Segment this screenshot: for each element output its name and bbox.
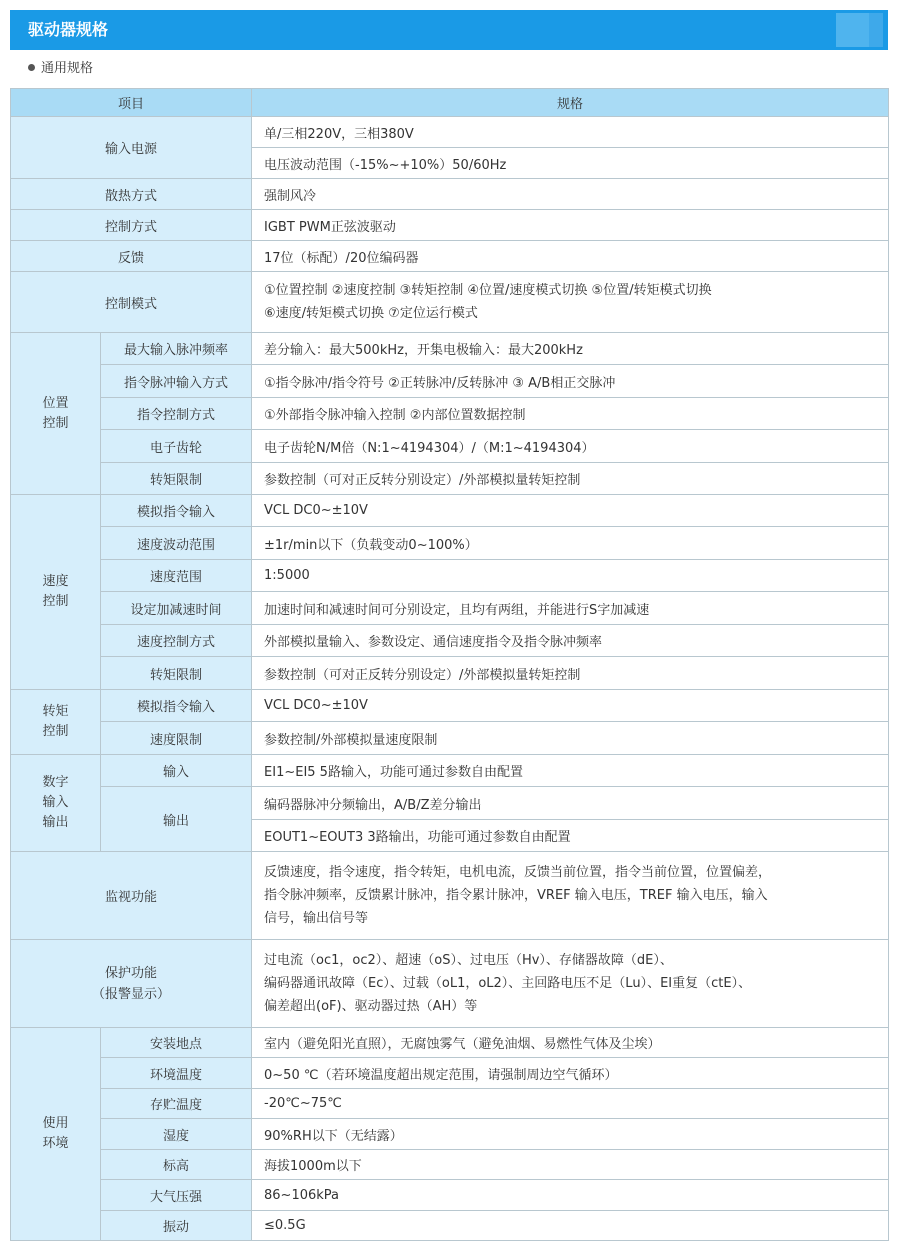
category-line: 转矩 [42, 704, 69, 719]
item-cooling: 散热方式 [11, 179, 252, 210]
item-label: 环境温度 [101, 1058, 252, 1089]
item-label: 指令脉冲输入方式 [101, 365, 252, 398]
category-line: 环境 [42, 1136, 69, 1151]
table-row [11, 463, 889, 495]
col-header-item: 项目 [11, 89, 252, 117]
item-label: 转矩限制 [101, 657, 252, 690]
subsection-title [28, 59, 93, 79]
subsection-label: 通用规格 [41, 61, 94, 76]
spec-value: 17位（标配）/20位编码器 [252, 241, 889, 272]
category-line: 输出 [42, 815, 69, 830]
spec-value: 电压波动范围（-15%~+10%）50/60Hz [252, 148, 889, 179]
table-row [11, 398, 889, 430]
table-row [11, 210, 889, 241]
table-row [11, 272, 889, 333]
section-header [10, 10, 888, 50]
category-line: 速度 [42, 574, 69, 589]
spec-value: IGBT PWM正弦波驱动 [252, 210, 889, 241]
table-row [11, 722, 889, 755]
table-row [11, 430, 889, 463]
table-row [11, 1119, 889, 1150]
spec-value: 1:5000 [252, 560, 889, 592]
category-line: 控制 [42, 415, 69, 431]
spec-value: 90%RH以下（无结露） [252, 1119, 889, 1150]
table-header-row [11, 89, 889, 117]
spec-value: ①外部指令脉冲输入控制 ②内部位置数据控制 [252, 398, 889, 430]
table-row [11, 1150, 889, 1180]
item-label: 标高 [101, 1150, 252, 1180]
item-label: 速度限制 [101, 722, 252, 755]
item-label: 电子齿轮 [101, 430, 252, 463]
table-row [11, 852, 889, 940]
spec-value: EI1~EI5 5路输入，功能可通过参数自由配置 [252, 755, 889, 787]
table-row [11, 1028, 889, 1058]
category-line: 控制 [42, 724, 69, 739]
spec-value: ≤0.5G [252, 1211, 889, 1241]
spec-line: 编码器通讯故障（Ec）、过载（oL1，oL2）、主回路电压不足（Lu）、EI重复（ctE）、 [264, 976, 752, 991]
spec-value: 0~50 ℃（若环境温度超出规定范围，请强制周边空气循环） [252, 1058, 889, 1089]
table-row [11, 117, 889, 148]
col-header-spec: 规格 [252, 89, 889, 117]
category-torque-control [11, 690, 101, 755]
spec-value: -20℃~75℃ [252, 1089, 889, 1119]
item-label: 指令控制方式 [101, 398, 252, 430]
spec-value: VCL DC0~±10V [252, 690, 889, 722]
item-control-mode: 控制模式 [11, 272, 252, 333]
spec-value: EOUT1~EOUT3 3路输出，功能可通过参数自由配置 [252, 820, 889, 852]
table-row [11, 657, 889, 690]
item-label: 速度范围 [101, 560, 252, 592]
spec-line: 过电流（oc1，oc2）、超速（oS）、过电压（Hv）、存储器故障（dE）、 [264, 953, 673, 968]
item-label: 模拟指令输入 [101, 495, 252, 527]
spec-value: 参数控制/外部模拟量速度限制 [252, 722, 889, 755]
spec-value: 电子齿轮N/M倍（N:1~4194304）/（M:1~4194304） [252, 430, 889, 463]
header-decoration [836, 13, 870, 47]
item-control-method: 控制方式 [11, 210, 252, 241]
table-row [11, 495, 889, 527]
item-label: 存贮温度 [101, 1089, 252, 1119]
table-row [11, 1211, 889, 1241]
spec-value: ①指令脉冲/指令符号 ②正转脉冲/反转脉冲 ③ A/B相正交脉冲 [252, 365, 889, 398]
table-row [11, 365, 889, 398]
item-label: 速度波动范围 [101, 527, 252, 560]
table-row [11, 625, 889, 657]
table-row [11, 333, 889, 365]
spec-value: 外部模拟量输入、参数设定、通信速度指令及指令脉冲频率 [252, 625, 889, 657]
table-row [11, 592, 889, 625]
spec-table [10, 88, 889, 1241]
item-label: 振动 [101, 1211, 252, 1241]
item-protection [11, 940, 252, 1028]
item-line: 保护功能 [105, 965, 158, 981]
table-row [11, 940, 889, 1028]
item-label: 输出 [101, 787, 252, 852]
header-decoration-small [869, 13, 883, 47]
spec-value: 海拔1000m以下 [252, 1150, 889, 1180]
spec-value: 86~106kPa [252, 1180, 889, 1211]
category-line: 使用 [42, 1116, 69, 1131]
item-label: 输入 [101, 755, 252, 787]
table-row [11, 1089, 889, 1119]
spec-value: ±1r/min以下（负载变动0~100%） [252, 527, 889, 560]
category-position-control [11, 333, 101, 495]
category-line: 数字 [42, 775, 69, 790]
spec-value: 参数控制（可对正反转分别设定）/外部模拟量转矩控制 [252, 657, 889, 690]
item-monitor: 监视功能 [11, 852, 252, 940]
item-label: 速度控制方式 [101, 625, 252, 657]
spec-line: 信号，输出信号等 [264, 911, 369, 926]
category-line: 输入 [42, 795, 69, 810]
item-input-power: 输入电源 [11, 117, 252, 179]
item-line: （报警显示） [92, 986, 171, 1002]
spec-value: 参数控制（可对正反转分别设定）/外部模拟量转矩控制 [252, 463, 889, 495]
table-row [11, 787, 889, 820]
bullet-icon [28, 64, 35, 71]
category-line: 控制 [42, 594, 69, 609]
item-label: 模拟指令输入 [101, 690, 252, 722]
spec-line: 偏差超出(oF)、驱动器过热（AH）等 [264, 999, 478, 1014]
table-row [11, 179, 889, 210]
spec-value: 室内（避免阳光直照），无腐蚀雾气（避免油烟、易燃性气体及尘埃） [252, 1028, 889, 1058]
spec-line: ⑥速度/转矩模式切换 ⑦定位运行模式 [264, 306, 478, 321]
category-line: 位置 [42, 395, 69, 411]
item-label: 设定加减速时间 [101, 592, 252, 625]
spec-line: 指令脉冲频率，反馈累计脉冲，指令累计脉冲，VREF 输入电压，TREF 输入电压，输入 [264, 888, 768, 903]
item-label: 安装地点 [101, 1028, 252, 1058]
category-digital-io [11, 755, 101, 852]
table-row [11, 690, 889, 722]
item-label: 最大输入脉冲频率 [101, 333, 252, 365]
table-row [11, 527, 889, 560]
category-speed-control [11, 495, 101, 690]
item-label: 大气压强 [101, 1180, 252, 1211]
spec-value: 强制风冷 [252, 179, 889, 210]
spec-value: VCL DC0~±10V [252, 495, 889, 527]
spec-line: 反馈速度，指令速度，指令转矩，电机电流，反馈当前位置，指令当前位置，位置偏差， [264, 865, 772, 880]
category-environment [11, 1028, 101, 1241]
table-row [11, 1180, 889, 1211]
item-label: 转矩限制 [101, 463, 252, 495]
table-row [11, 560, 889, 592]
spec-value [252, 852, 889, 940]
spec-value: 差分输入：最大500kHz，开集电极输入：最大200kHz [252, 333, 889, 365]
section-title: 驱动器规格 [28, 20, 109, 39]
spec-value: 加速时间和减速时间可分别设定，且均有两组，并能进行S字加减速 [252, 592, 889, 625]
spec-value [252, 940, 889, 1028]
spec-value: 编码器脉冲分频输出，A/B/Z差分输出 [252, 787, 889, 820]
item-label: 湿度 [101, 1119, 252, 1150]
table-row [11, 1058, 889, 1089]
item-feedback: 反馈 [11, 241, 252, 272]
spec-line: ①位置控制 ②速度控制 ③转矩控制 ④位置/速度模式切换 ⑤位置/转矩模式切换 [264, 283, 712, 298]
spec-value [252, 272, 889, 333]
table-row [11, 241, 889, 272]
table-row [11, 755, 889, 787]
spec-value: 单/三相220V，三相380V [252, 117, 889, 148]
